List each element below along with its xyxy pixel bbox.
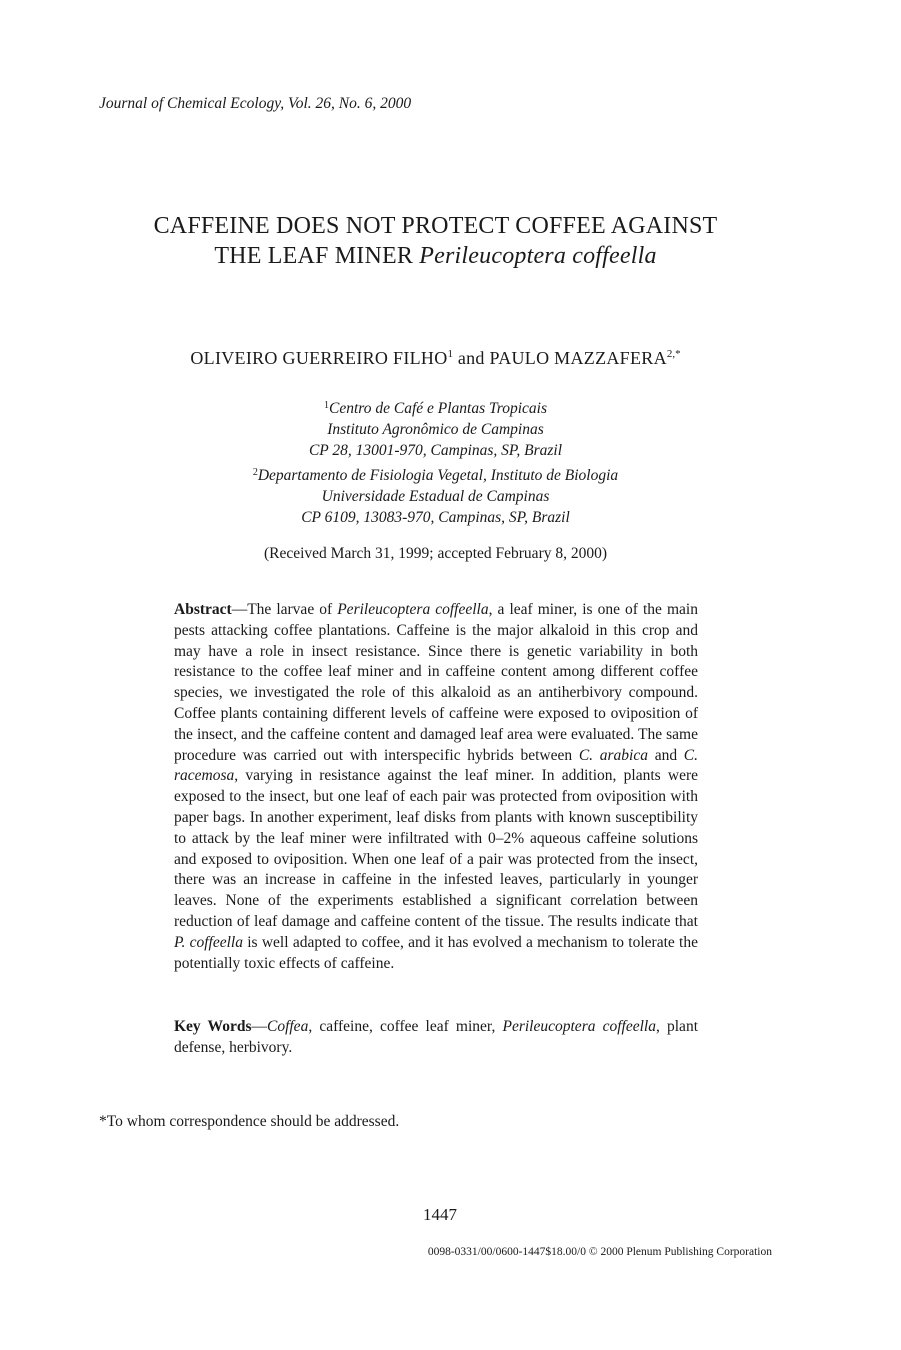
text-run: and [647,746,684,764]
affiliation-1-line-3: CP 28, 13001-970, Campinas, SP, Brazil [308,442,563,459]
abstract-label: Abstract [174,601,232,618]
abstract [174,600,698,974]
text-run: is well adapted to coffee, and it has evolved a mechanism to tolerate the potentially toxic effects of caffeine. [174,933,698,972]
italic-term: P. coffeella [174,933,243,951]
italic-term: C. arabica [578,746,648,764]
affiliation-2-line-1 [0,462,871,486]
key-words-label: Key Words [174,1018,252,1035]
page-number: 1447 [423,1205,457,1224]
title-line-2-text: THE LEAF MINER [214,243,420,269]
copyright-line: 0098-0331/00/0600-1447$18.00/0 © 2000 Plenum Publishing Corporation [427,1246,772,1258]
received-dates: (Received March 31, 1999; accepted February 8, 2000) [263,545,608,562]
correspondence-footnote: *To whom correspondence should be addressed. [99,1113,400,1130]
journal-citation: Journal of Chemical Ecology, Vol. 26, No. 6, 2000 [99,95,412,112]
affiliation-1-mark: 1 [324,400,329,411]
title-line-2 [0,241,871,271]
key-words-list [174,1018,698,1056]
title-line-1: CAFFEINE DOES NOT PROTECT COFFEE AGAINST [153,213,718,239]
author-conjunction: and [453,348,490,368]
italic-term: Perileucoptera coffeella [502,1018,656,1035]
abstract-body [174,601,698,972]
italic-term: Coffea [266,1018,309,1035]
text-run: , plant defense, herbivory. [174,1018,698,1056]
affiliation-2-mark: 2 [252,467,258,478]
affiliation-2 [0,462,871,528]
author-1-affiliation-mark: 1 [447,348,454,360]
author-2: PAULO MAZZAFERA [489,348,667,368]
affiliation-1-line-2: Instituto Agronômico de Campinas [327,421,544,438]
affiliation-1-institution: Centro de Café e Plantas Tropicais [329,400,547,417]
affiliation-2-line-2: Universidade Estadual de Campinas [321,488,550,505]
affiliation-2-line-3: CP 6109, 13083-970, Campinas, SP, Brazil [301,509,570,526]
text-run: , caffeine, coffee leaf miner, [308,1018,503,1035]
author-2-affiliation-mark: 2,* [666,348,681,360]
affiliation-1-line-1 [0,395,871,419]
paper-title [0,211,871,271]
text-run: — [251,1018,267,1035]
text-run: , varying in resistance against the leaf miner. In addition, plants were exposed to the insect, but one leaf of each pair was protected from oviposition with paper bags. In another experiment, leaf disks from plants with known susceptibility to attack by the leaf miner were infiltrated with 0–2% aqueous caffeine solutions and exposed to oviposition. When one leaf of a pair was protected from the insect, there was an increase in caffeine in the infested leaves, particularly in younger leaves. None of the experiments established a significant correlation between reduction of leaf damage and caffeine content of the tissue. The results indicate that [174,767,698,930]
affiliation-1 [0,395,871,461]
italic-term: Perileucoptera coffeella [337,601,489,618]
key-words [174,1017,698,1059]
authors [0,348,871,369]
text-run: —The larvae of [231,601,338,618]
text-run: , a leaf miner, is one of the main pests attacking coffee plantations. Caffeine is the major alkaloid in this crop and may have a role in insect resistance. Since there is genetic variability in both resistance to the coffee leaf miner and in caffeine content among different coffee species, we investigated the role of this alkaloid as an antiherbivory compound. Coffee plants containing different levels of caffeine were exposed to oviposition of the insect, and the caffeine content and damaged leaf area were evaluated. The same procedure was carried out with interspecific hybrids between [174,601,698,764]
italic-term: C. racemosa [174,746,698,785]
author-1: OLIVEIRO GUERREIRO FILHO [190,348,448,368]
title-species: Perileucoptera coffeella [419,243,657,269]
affiliation-2-institution: Departamento de Fisiologia Vegetal, Instituto de Biologia [257,467,619,484]
